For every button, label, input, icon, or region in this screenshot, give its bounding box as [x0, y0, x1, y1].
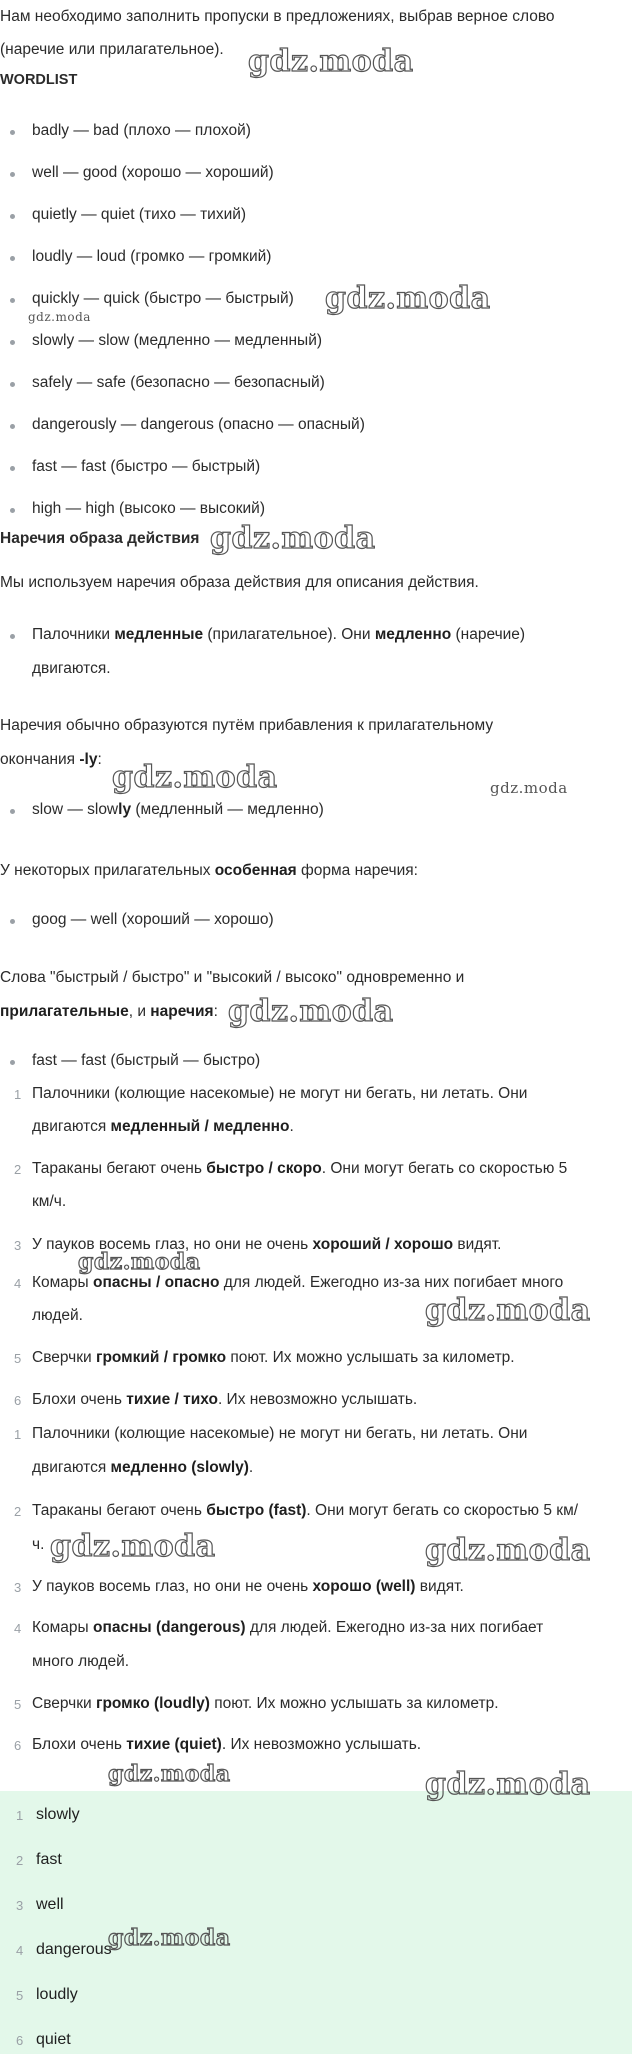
watermark: gdz.moda [325, 281, 491, 316]
list-number: 6 [14, 1393, 22, 1408]
list-number: 4 [16, 1943, 24, 1958]
solution-item: Сверчки громко (loudly) поют. Их можно услышать за километр. [32, 1695, 499, 1712]
watermark: gdz.moda [210, 521, 376, 556]
list-number: 6 [14, 1738, 22, 1753]
watermark: gdz.moda [425, 1767, 591, 1802]
watermark: gdz.moda [78, 1249, 201, 1275]
task-item-cont: людей. [32, 1307, 83, 1324]
list-number: 1 [14, 1427, 22, 1442]
watermark: gdz.moda [50, 1529, 216, 1564]
intro-line-1: Нам необходимо заполнить пропуски в предложениях, выбрав верное слово [0, 8, 555, 25]
watermark: gdz.moda [425, 1293, 591, 1328]
answer-item: fast [36, 1851, 62, 1868]
theory-example-1-cont: двигаются. [32, 660, 111, 677]
bullet-icon [10, 130, 15, 135]
task-item: У пауков восемь глаз, но они не очень хороший / хорошо видят. [32, 1236, 502, 1253]
list-number: 3 [14, 1238, 22, 1253]
bullet-icon [10, 466, 15, 471]
list-number: 2 [14, 1162, 22, 1177]
list-number: 1 [14, 1087, 22, 1102]
theory-paragraph-4-cont: прилагательные, и наречия: [0, 1003, 218, 1020]
theory-paragraph-1: Мы используем наречия образа действия для описания действия. [0, 574, 479, 591]
watermark: gdz.moda [228, 994, 394, 1029]
list-number: 3 [14, 1580, 22, 1595]
watermark: gdz.moda [112, 760, 278, 795]
solution-item: Палочники (колющие насекомые) не могут ни бегать, ни летать. Они [32, 1425, 528, 1442]
wordlist-item: dangerously — dangerous (опасно — опасный) [32, 416, 365, 433]
bullet-icon [10, 298, 15, 303]
bullet-icon [10, 340, 15, 345]
watermark: gdz.moda [425, 1533, 591, 1568]
intro-line-2: (наречие или прилагательное). [0, 41, 224, 58]
task-item: Сверчки громкий / громко поют. Их можно услышать за километр. [32, 1349, 515, 1366]
watermark: gdz.moda [108, 1761, 231, 1787]
solution-item-cont: ч. [32, 1536, 45, 1553]
answer-item: dangerous [36, 1941, 112, 1958]
list-number: 4 [14, 1276, 22, 1291]
wordlist-item: quickly — quick (быстро — быстрый) [32, 290, 294, 307]
bullet-icon [10, 382, 15, 387]
task-item: Комары опасны / опасно для людей. Ежегодно из-за них погибает много [32, 1274, 564, 1291]
list-number: 5 [14, 1351, 22, 1366]
wordlist-item: quietly — quiet (тихо — тихий) [32, 206, 247, 223]
theory-paragraph-2-cont: окончания -ly: [0, 751, 102, 768]
list-number: 4 [14, 1621, 22, 1636]
answer-item: slowly [36, 1806, 80, 1823]
list-number: 1 [16, 1808, 24, 1823]
answer-item: quiet [36, 2031, 71, 2048]
wordlist-item: loudly — loud (громко — громкий) [32, 248, 272, 265]
bullet-icon [10, 424, 15, 429]
theory-heading: Наречия образа действия [0, 530, 200, 547]
solution-item: Комары опасны (dangerous) для людей. Ежегодно из-за них погибает [32, 1619, 544, 1636]
theory-example-2: slow — slowly (медленный — медленно) [32, 801, 324, 818]
answers-panel [0, 1791, 632, 2054]
solution-item: Блохи очень тихие (quiet). Их невозможно услышать. [32, 1736, 422, 1753]
bullet-icon [10, 256, 15, 261]
theory-paragraph-2: Наречия обычно образуются путём прибавления к прилагательному [0, 717, 494, 734]
watermark: gdz.moda [248, 44, 414, 79]
bullet-icon [10, 172, 15, 177]
wordlist-item: high — high (высоко — высокий) [32, 500, 265, 517]
bullet-icon [10, 214, 15, 219]
task-item: Тараканы бегают очень быстро / скоро. Они могут бегать со скоростью 5 [32, 1160, 568, 1177]
theory-paragraph-3: У некоторых прилагательных особенная форма наречия: [0, 862, 418, 879]
solution-item-cont: много людей. [32, 1653, 130, 1670]
list-number: 2 [16, 1853, 24, 1868]
list-number: 3 [16, 1898, 24, 1913]
theory-example-4: fast — fast (быстрый — быстро) [32, 1052, 261, 1069]
solution-item-cont: двигаются медленно (slowly). [32, 1459, 254, 1476]
wordlist-item: safely — safe (безопасно — безопасный) [32, 374, 325, 391]
bullet-icon [10, 1060, 15, 1065]
task-item-cont: км/ч. [32, 1193, 67, 1210]
watermark: gdz.moda [490, 779, 568, 797]
answer-item: loudly [36, 1986, 78, 2003]
watermark: gdz.moda [28, 310, 91, 324]
theory-example-1: Палочники медленные (прилагательное). Они медленно (наречие) [32, 626, 526, 643]
theory-example-3: goog — well (хороший — хорошо) [32, 911, 274, 928]
bullet-icon [10, 919, 15, 924]
bullet-icon [10, 508, 15, 513]
bullet-icon [10, 809, 15, 814]
solution-item: У пауков восемь глаз, но они не очень хорошо (well) видят. [32, 1578, 464, 1595]
task-item: Палочники (колющие насекомые) не могут ни бегать, ни летать. Они [32, 1085, 528, 1102]
theory-paragraph-4: Слова "быстрый / быстро" и "высокий / высоко" одновременно и [0, 969, 465, 986]
task-item: Блохи очень тихие / тихо. Их невозможно услышать. [32, 1391, 418, 1408]
wordlist-item: well — good (хорошо — хороший) [32, 164, 274, 181]
wordlist-item: badly — bad (плохо — плохой) [32, 122, 251, 139]
list-number: 6 [16, 2033, 24, 2048]
bullet-icon [10, 634, 15, 639]
task-item-cont: двигаются медленный / медленно. [32, 1118, 294, 1135]
answer-item: well [36, 1896, 64, 1913]
list-number: 2 [14, 1504, 22, 1519]
list-number: 5 [14, 1697, 22, 1712]
list-number: 5 [16, 1988, 24, 2003]
solution-item: Тараканы бегают очень быстро (fast). Они могут бегать со скоростью 5 км/ [32, 1502, 579, 1519]
wordlist-item: fast — fast (быстро — быстрый) [32, 458, 261, 475]
wordlist-heading: WORDLIST [0, 72, 78, 88]
wordlist-item: slowly — slow (медленно — медленный) [32, 332, 323, 349]
